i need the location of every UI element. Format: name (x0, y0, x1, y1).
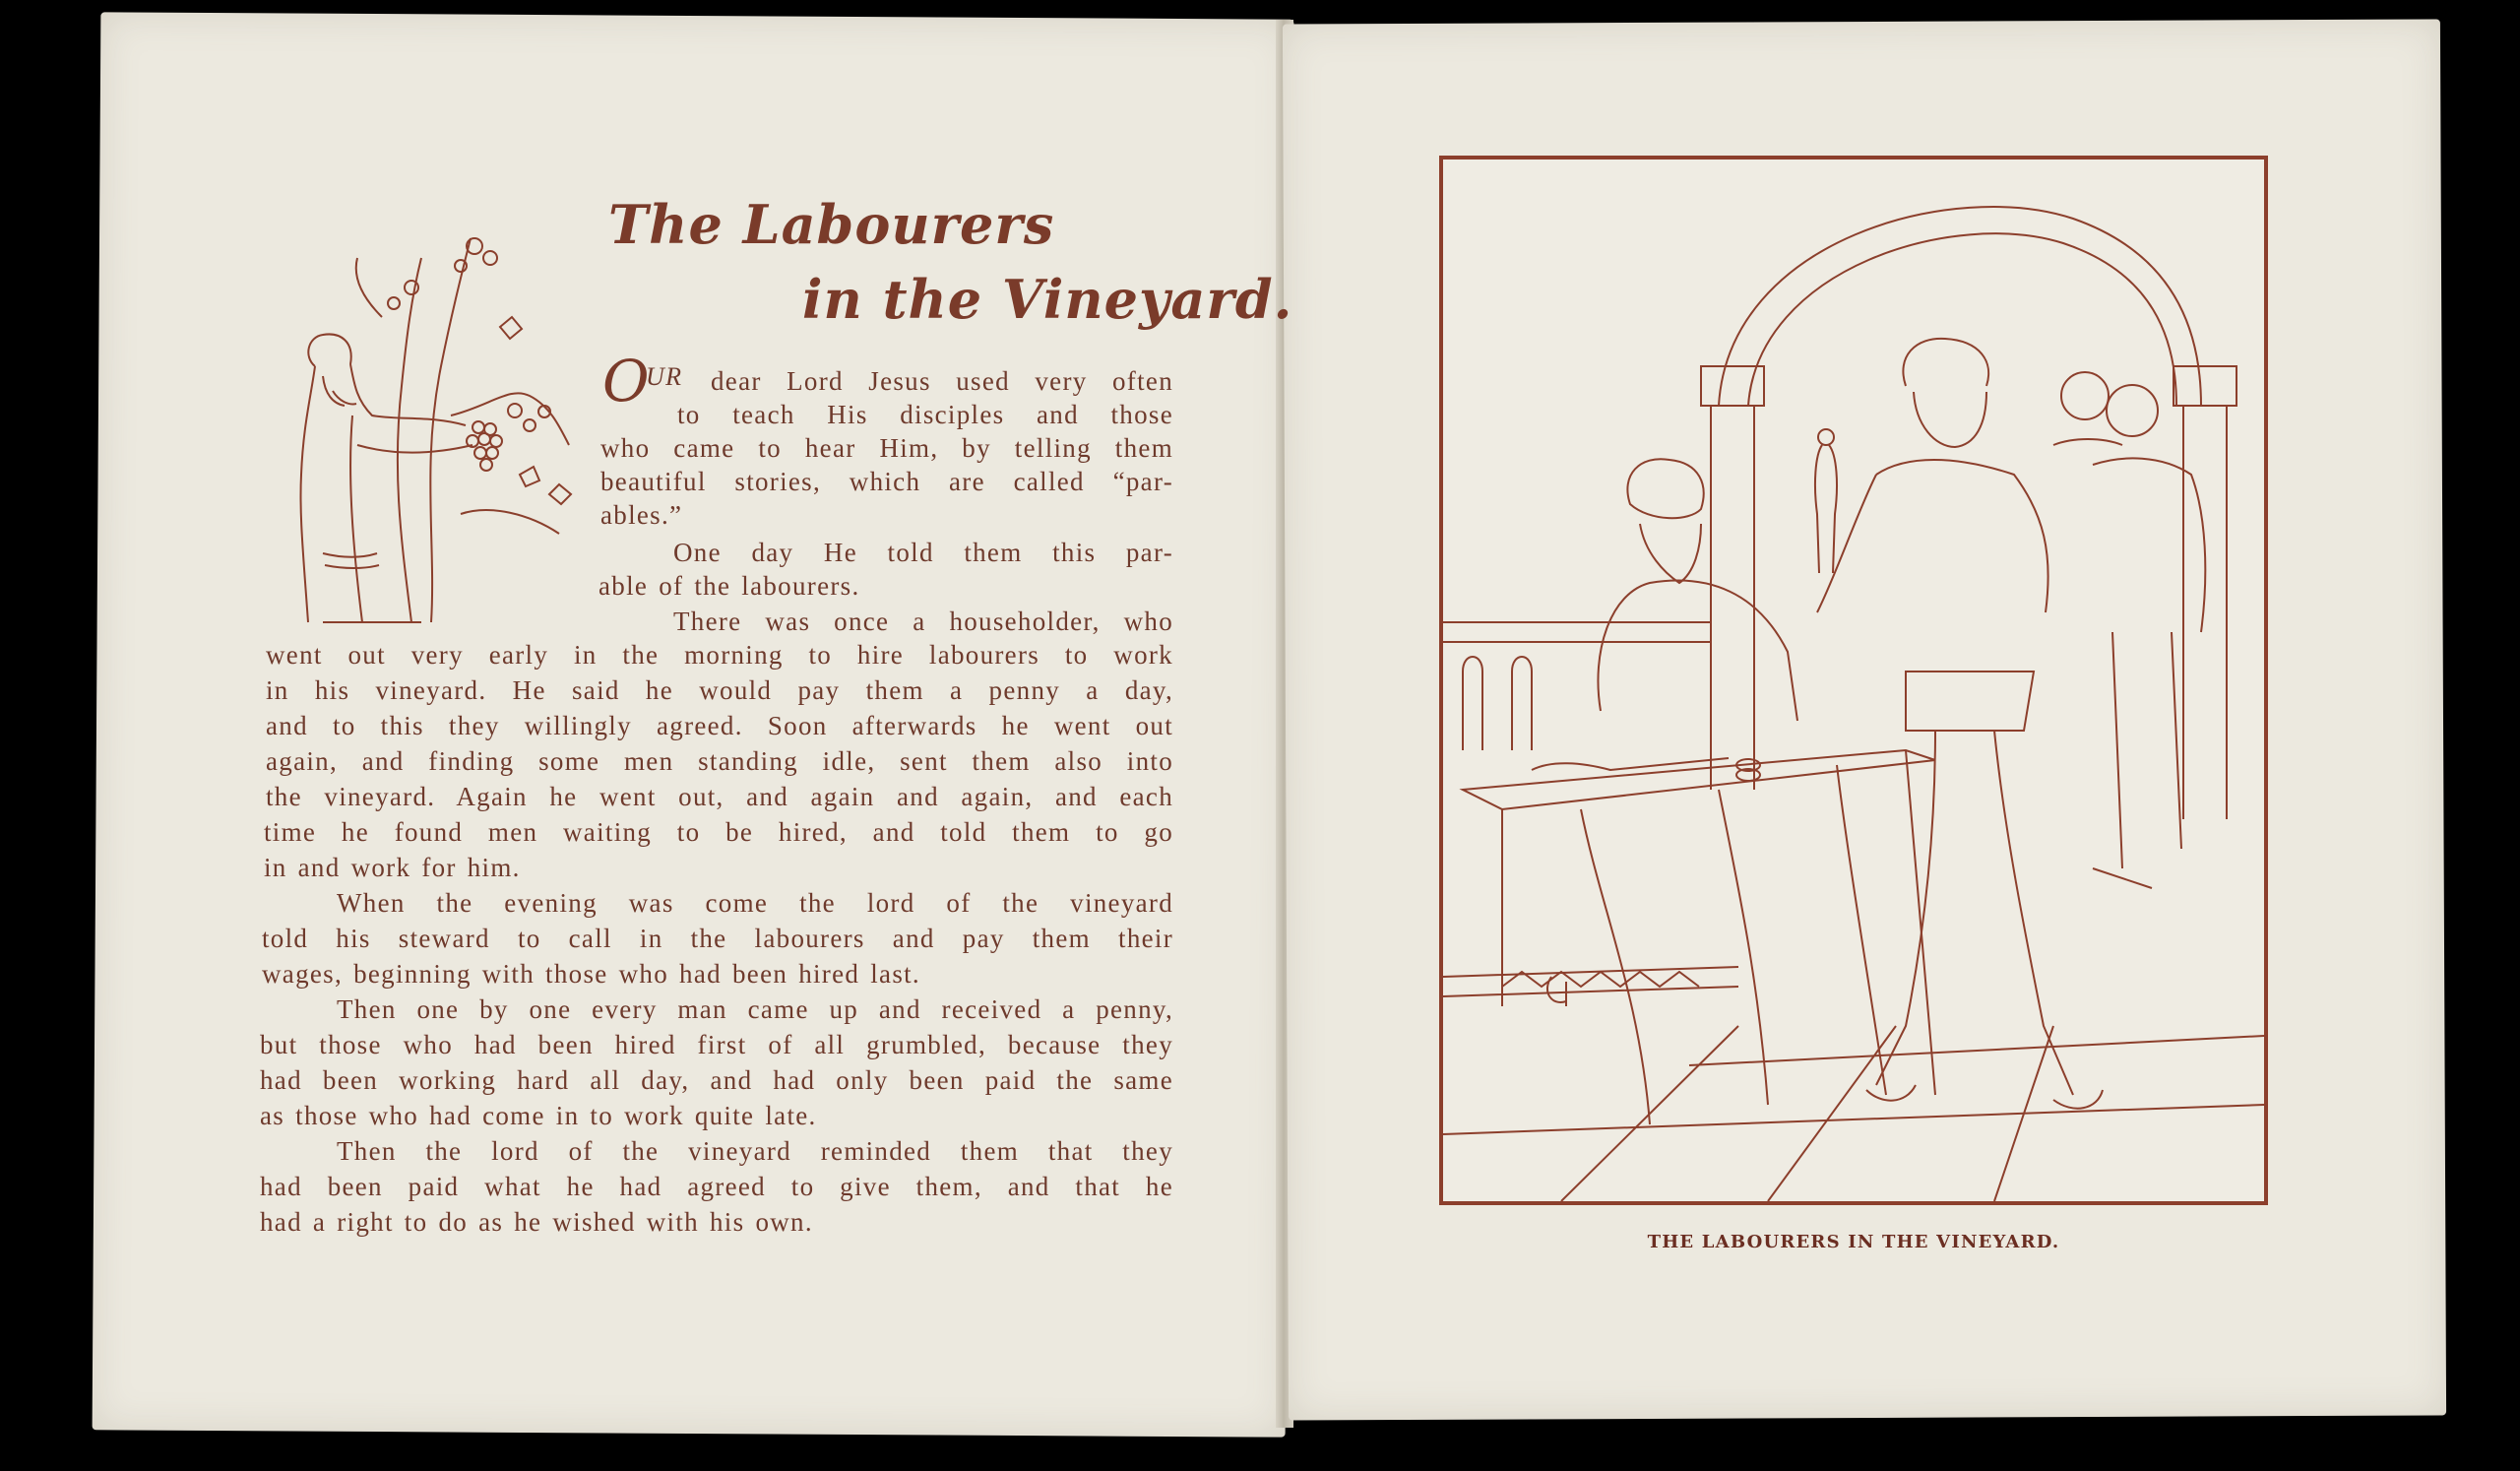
story-line: had been working hard all day, and had only been paid the same (260, 1065, 1173, 1095)
story-line: went out very early in the morning to hire labourers to work (266, 640, 1173, 670)
illustration-caption: THE LABOURERS IN THE VINEYARD. (1647, 1232, 2060, 1252)
story-line: to teach His disciples and those (677, 400, 1173, 429)
story-line: able of the labourers. (598, 571, 860, 601)
story-line: again, and finding some men standing idle, sent them also into (266, 746, 1173, 776)
story-line: Then the lord of the vineyard reminded them that they (337, 1136, 1173, 1166)
story-line: had a right to do as he wished with his own. (260, 1207, 813, 1237)
first-word-caps: UR (646, 362, 683, 391)
story-line: in his vineyard. He said he would pay them a penny a day, (266, 675, 1173, 705)
story-line: wages, beginning with those who had been hired last. (262, 959, 920, 989)
story-line: ables.” (600, 500, 683, 530)
story-line: There was once a householder, who (673, 607, 1173, 636)
illustration-frame (1439, 156, 2268, 1205)
story-line: in and work for him. (264, 853, 521, 882)
story-line: had been paid what he had agreed to give them, and that he (260, 1172, 1173, 1201)
story-line: who came to hear Him, by telling them (600, 433, 1173, 463)
story-line: told his steward to call in the labourers and pay them their (262, 924, 1173, 953)
story-line: When the evening was come the lord of the vineyard (337, 888, 1173, 918)
story-title-line-1: The Labourers (608, 193, 1055, 256)
story-line: Then one by one every man came up and received a penny, (337, 994, 1173, 1024)
vineyard-worker-vignette-icon (264, 219, 589, 632)
story-line: but those who had been hired first of all grumbled, because they (260, 1030, 1173, 1059)
story-line: as those who had come in to work quite late. (260, 1101, 817, 1130)
labourers-plate-illustration (1443, 160, 2264, 1201)
story-line: the vineyard. Again he went out, and again and again, and each (266, 782, 1173, 811)
story-line: dear Lord Jesus used very often (711, 366, 1173, 396)
drop-cap: O (602, 348, 651, 415)
story-line: and to this they willingly agreed. Soon afterwards he went out (266, 711, 1173, 740)
story-line: time he found men waiting to be hired, and told them to go (264, 817, 1173, 847)
story-line: One day He told them this par- (673, 538, 1173, 567)
story-title-line-2: in the Vineyard. (802, 268, 1293, 331)
story-line: beautiful stories, which are called “par- (600, 467, 1173, 496)
